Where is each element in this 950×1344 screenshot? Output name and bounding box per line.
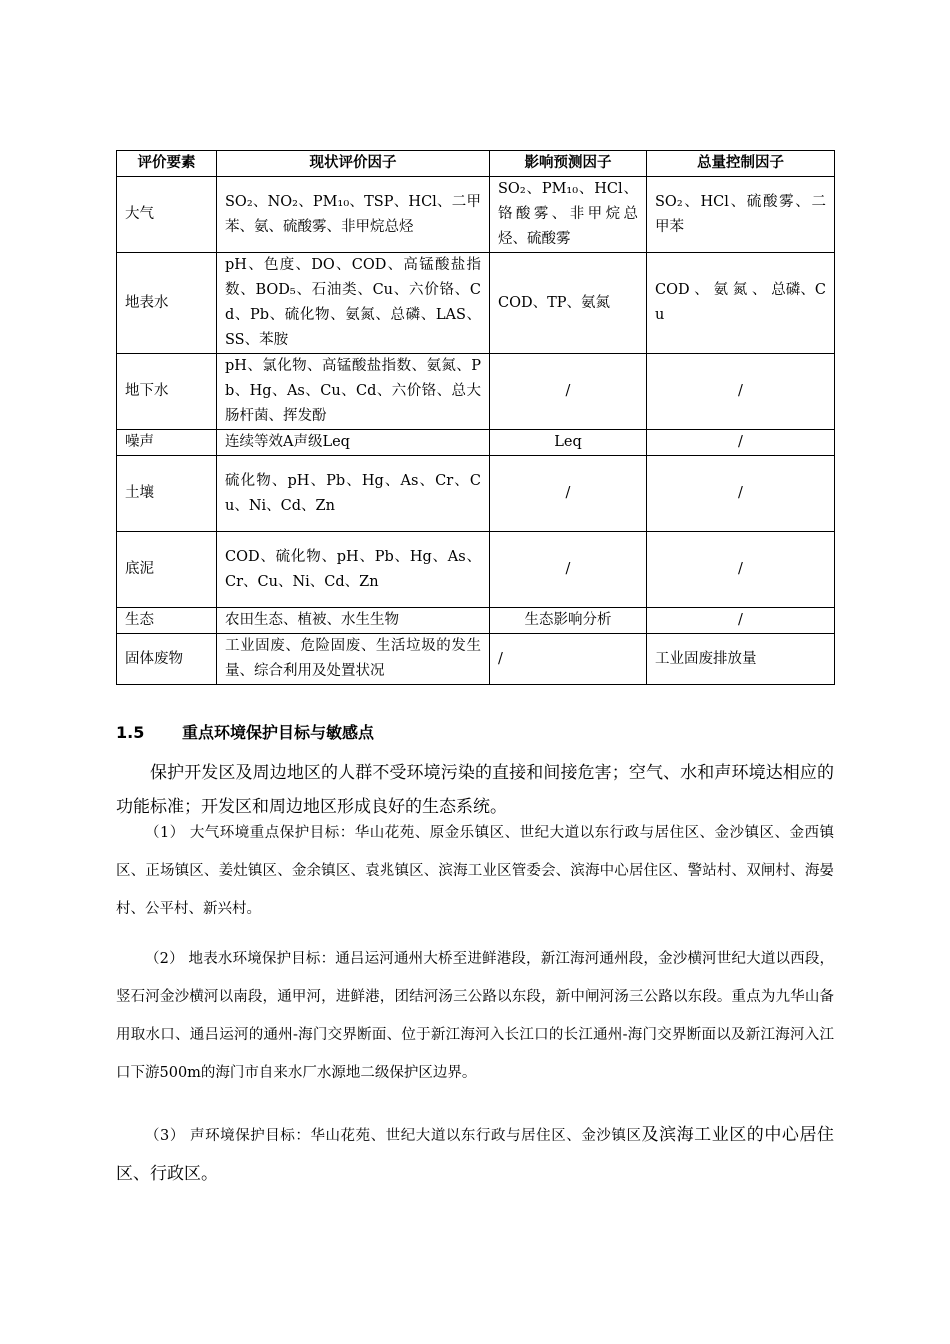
row-predict: / — [490, 354, 647, 430]
row-element: 底泥 — [117, 532, 217, 608]
row-current: COD、硫化物、pH、Pb、Hg、As、Cr、Cu、Ni、Cd、Zn — [217, 532, 490, 608]
table-header-row — [117, 151, 835, 177]
table-row — [117, 430, 835, 456]
item-label: （2） — [145, 951, 184, 967]
table-row — [117, 608, 835, 634]
row-predict: COD、TP、氨氮 — [490, 253, 647, 354]
row-current: pH、色度、DO、COD、高锰酸盐指数、BOD₅、石油类、Cu、六价铬、Cd、Pb、硫化物、氨氮、总磷、LAS、SS、苯胺 — [217, 253, 490, 354]
table-row — [117, 253, 835, 354]
row-element: 土壤 — [117, 456, 217, 532]
table-row — [117, 532, 835, 608]
row-current: SO₂、NO₂、PM₁₀、TSP、HCl、二甲苯、氨、硫酸雾、非甲烷总烃 — [217, 177, 490, 253]
row-predict: 生态影响分析 — [490, 608, 647, 634]
header-element: 评价要素 — [117, 151, 217, 177]
row-current: 农田生态、植被、水生生物 — [217, 608, 490, 634]
row-total: / — [647, 532, 835, 608]
row-predict: / — [490, 634, 647, 685]
item-text: 声环境保护目标：华山花苑、世纪大道以东行政与居住区、金沙镇区 — [190, 1128, 642, 1144]
row-element: 大气 — [117, 177, 217, 253]
row-predict: / — [490, 456, 647, 532]
item-label: （1） — [145, 825, 185, 841]
row-element: 生态 — [117, 608, 217, 634]
table-row — [117, 456, 835, 532]
row-current: 连续等效A声级Leq — [217, 430, 490, 456]
row-total: / — [647, 354, 835, 430]
row-total: SO₂、HCl、硫酸雾、二甲苯 — [647, 177, 835, 253]
item-text: 地表水环境保护目标：通吕运河通州大桥至进鲜港段，新江海河通州段，金沙横河世纪大道以西段，竖石河金沙横河以南段，通甲河，进鲜港，团结河汤三公路以东段，新中闸河汤三公路以东段。重点为九华山备用取水口、通吕运河的通州-海门交界断面、位于新江海河入长江口的长江通州-海门交界断面以及新江海河入江口下游500m的海门市自来水厂水源地二级保护区边界。 — [116, 951, 835, 1081]
item-text-tail: 及滨海工业区的中心居住区、行政区。 — [116, 1125, 835, 1184]
row-total: / — [647, 430, 835, 456]
row-predict: Leq — [490, 430, 647, 456]
row-current: 硫化物、pH、Pb、Hg、As、Cr、Cu、Ni、Cd、Zn — [217, 456, 490, 532]
list-item — [116, 1116, 834, 1194]
row-element: 固体废物 — [117, 634, 217, 685]
row-current: 工业固废、危险固废、生活垃圾的发生量、综合利用及处置状况 — [217, 634, 490, 685]
table-row — [117, 354, 835, 430]
row-current: pH、氯化物、高锰酸盐指数、氨氮、Pb、Hg、As、Cu、Cd、六价铬、总大肠杆菌、挥发酚 — [217, 354, 490, 430]
header-current-factors: 现状评价因子 — [217, 151, 490, 177]
list-item — [116, 814, 834, 928]
section-title: 重点环境保护目标与敏感点 — [182, 723, 375, 742]
header-total-control-factors: 总量控制因子 — [647, 151, 835, 177]
table-row — [117, 177, 835, 253]
row-element: 地表水 — [117, 253, 217, 354]
header-predict-factors: 影响预测因子 — [490, 151, 647, 177]
row-total: 工业固废排放量 — [647, 634, 835, 685]
table-row — [117, 634, 835, 685]
row-element: 地下水 — [117, 354, 217, 430]
evaluation-factor-table — [116, 150, 835, 685]
intro-paragraph: 保护开发区及周边地区的人群不受环境污染的直接和间接危害；空气、水和声环境达相应的功能标准；开发区和周边地区形成良好的生态系统。 — [116, 763, 834, 817]
section-number: 1.5 — [116, 723, 145, 742]
row-total: COD 、 氨 氮 、 总磷、Cu — [647, 253, 835, 354]
row-predict: / — [490, 532, 647, 608]
list-item — [116, 940, 834, 1092]
section-heading — [116, 720, 374, 743]
item-text: 大气环境重点保护目标：华山花苑、原金乐镇区、世纪大道以东行政与居住区、金沙镇区、金西镇区、正场镇区、姜灶镇区、金余镇区、袁兆镇区、滨海工业区管委会、滨海中心居住区、警站村、双闸村、海晏村、公平村、新兴村。 — [116, 825, 834, 917]
row-predict: SO₂、PM₁₀、HCl、铬酸雾、非甲烷总烃、硫酸雾 — [490, 177, 647, 253]
row-element: 噪声 — [117, 430, 217, 456]
item-label: （3） — [145, 1128, 185, 1144]
row-total: / — [647, 456, 835, 532]
row-total: / — [647, 608, 835, 634]
